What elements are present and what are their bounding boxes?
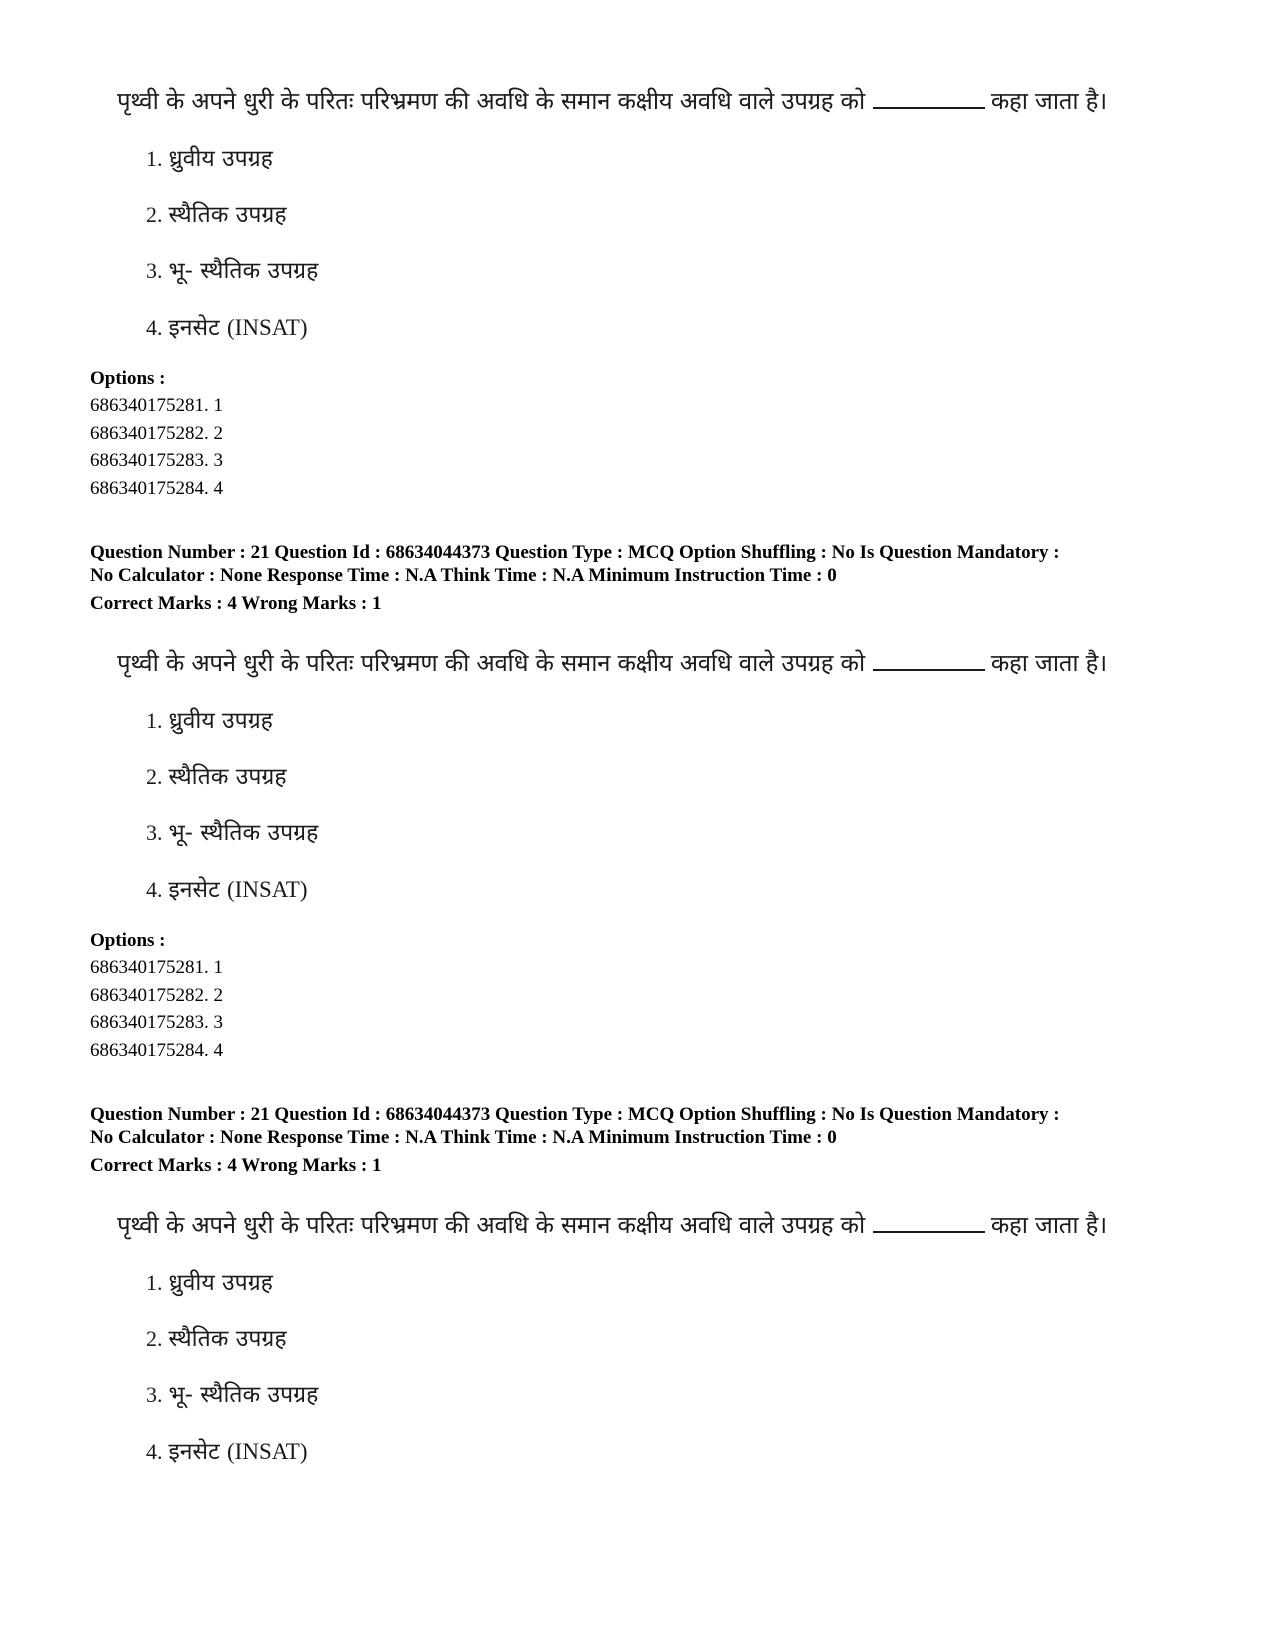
stem-text: पृथ्वी के अपने धुरी के परितः परिभ्रमण की अवधि के समान कक्षीय अवधि वाले उपग्रह को bbox=[117, 649, 865, 677]
stem-tail: कहा जाता है। bbox=[990, 87, 1107, 115]
question-stem bbox=[117, 84, 1107, 117]
stem-tail: कहा जाता है। bbox=[990, 1211, 1107, 1239]
option-row: 686340175281. 1 bbox=[90, 395, 223, 416]
choice-2: 2. स्थैतिक उपग्रह bbox=[146, 764, 287, 790]
question-meta-line: No Calculator : None Response Time : N.A Think Time : N.A Minimum Instruction Time : 0 bbox=[90, 1127, 837, 1148]
option-row: 686340175282. 2 bbox=[90, 423, 223, 444]
fill-in-blank bbox=[873, 85, 985, 109]
options-label: Options : bbox=[90, 930, 166, 951]
stem-tail: कहा जाता है। bbox=[990, 649, 1107, 677]
question-stem bbox=[117, 646, 1107, 679]
fill-in-blank bbox=[873, 647, 985, 671]
choice-1: 1. ध्रुवीय उपग्रह bbox=[146, 708, 273, 734]
option-row: 686340175284. 4 bbox=[90, 1040, 223, 1061]
option-row: 686340175283. 3 bbox=[90, 450, 223, 471]
choice-2: 2. स्थैतिक उपग्रह bbox=[146, 202, 287, 228]
marks-line: Correct Marks : 4 Wrong Marks : 1 bbox=[90, 1155, 382, 1176]
choice-3: 3. भू- स्थैतिक उपग्रह bbox=[146, 258, 319, 284]
choice-2: 2. स्थैतिक उपग्रह bbox=[146, 1326, 287, 1352]
option-row: 686340175281. 1 bbox=[90, 957, 223, 978]
marks-line: Correct Marks : 4 Wrong Marks : 1 bbox=[90, 593, 382, 614]
option-row: 686340175282. 2 bbox=[90, 985, 223, 1006]
option-row: 686340175283. 3 bbox=[90, 1012, 223, 1033]
fill-in-blank bbox=[873, 1209, 985, 1233]
stem-text: पृथ्वी के अपने धुरी के परितः परिभ्रमण की अवधि के समान कक्षीय अवधि वाले उपग्रह को bbox=[117, 1211, 865, 1239]
choice-4: 4. इनसेट (INSAT) bbox=[146, 315, 308, 341]
choice-4: 4. इनसेट (INSAT) bbox=[146, 1439, 308, 1465]
choice-3: 3. भू- स्थैतिक उपग्रह bbox=[146, 1382, 319, 1408]
options-label: Options : bbox=[90, 368, 166, 389]
question-meta-line: No Calculator : None Response Time : N.A Think Time : N.A Minimum Instruction Time : 0 bbox=[90, 565, 837, 586]
choice-3: 3. भू- स्थैतिक उपग्रह bbox=[146, 820, 319, 846]
question-meta-line: Question Number : 21 Question Id : 68634044373 Question Type : MCQ Option Shuffling : No Is Question Mandatory : bbox=[90, 542, 1060, 563]
option-row: 686340175284. 4 bbox=[90, 478, 223, 499]
choice-4: 4. इनसेट (INSAT) bbox=[146, 877, 308, 903]
stem-text: पृथ्वी के अपने धुरी के परितः परिभ्रमण की अवधि के समान कक्षीय अवधि वाले उपग्रह को bbox=[117, 87, 865, 115]
question-stem bbox=[117, 1208, 1107, 1241]
choice-1: 1. ध्रुवीय उपग्रह bbox=[146, 1270, 273, 1296]
question-meta-line: Question Number : 21 Question Id : 68634044373 Question Type : MCQ Option Shuffling : No Is Question Mandatory : bbox=[90, 1104, 1060, 1125]
choice-1: 1. ध्रुवीय उपग्रह bbox=[146, 146, 273, 172]
